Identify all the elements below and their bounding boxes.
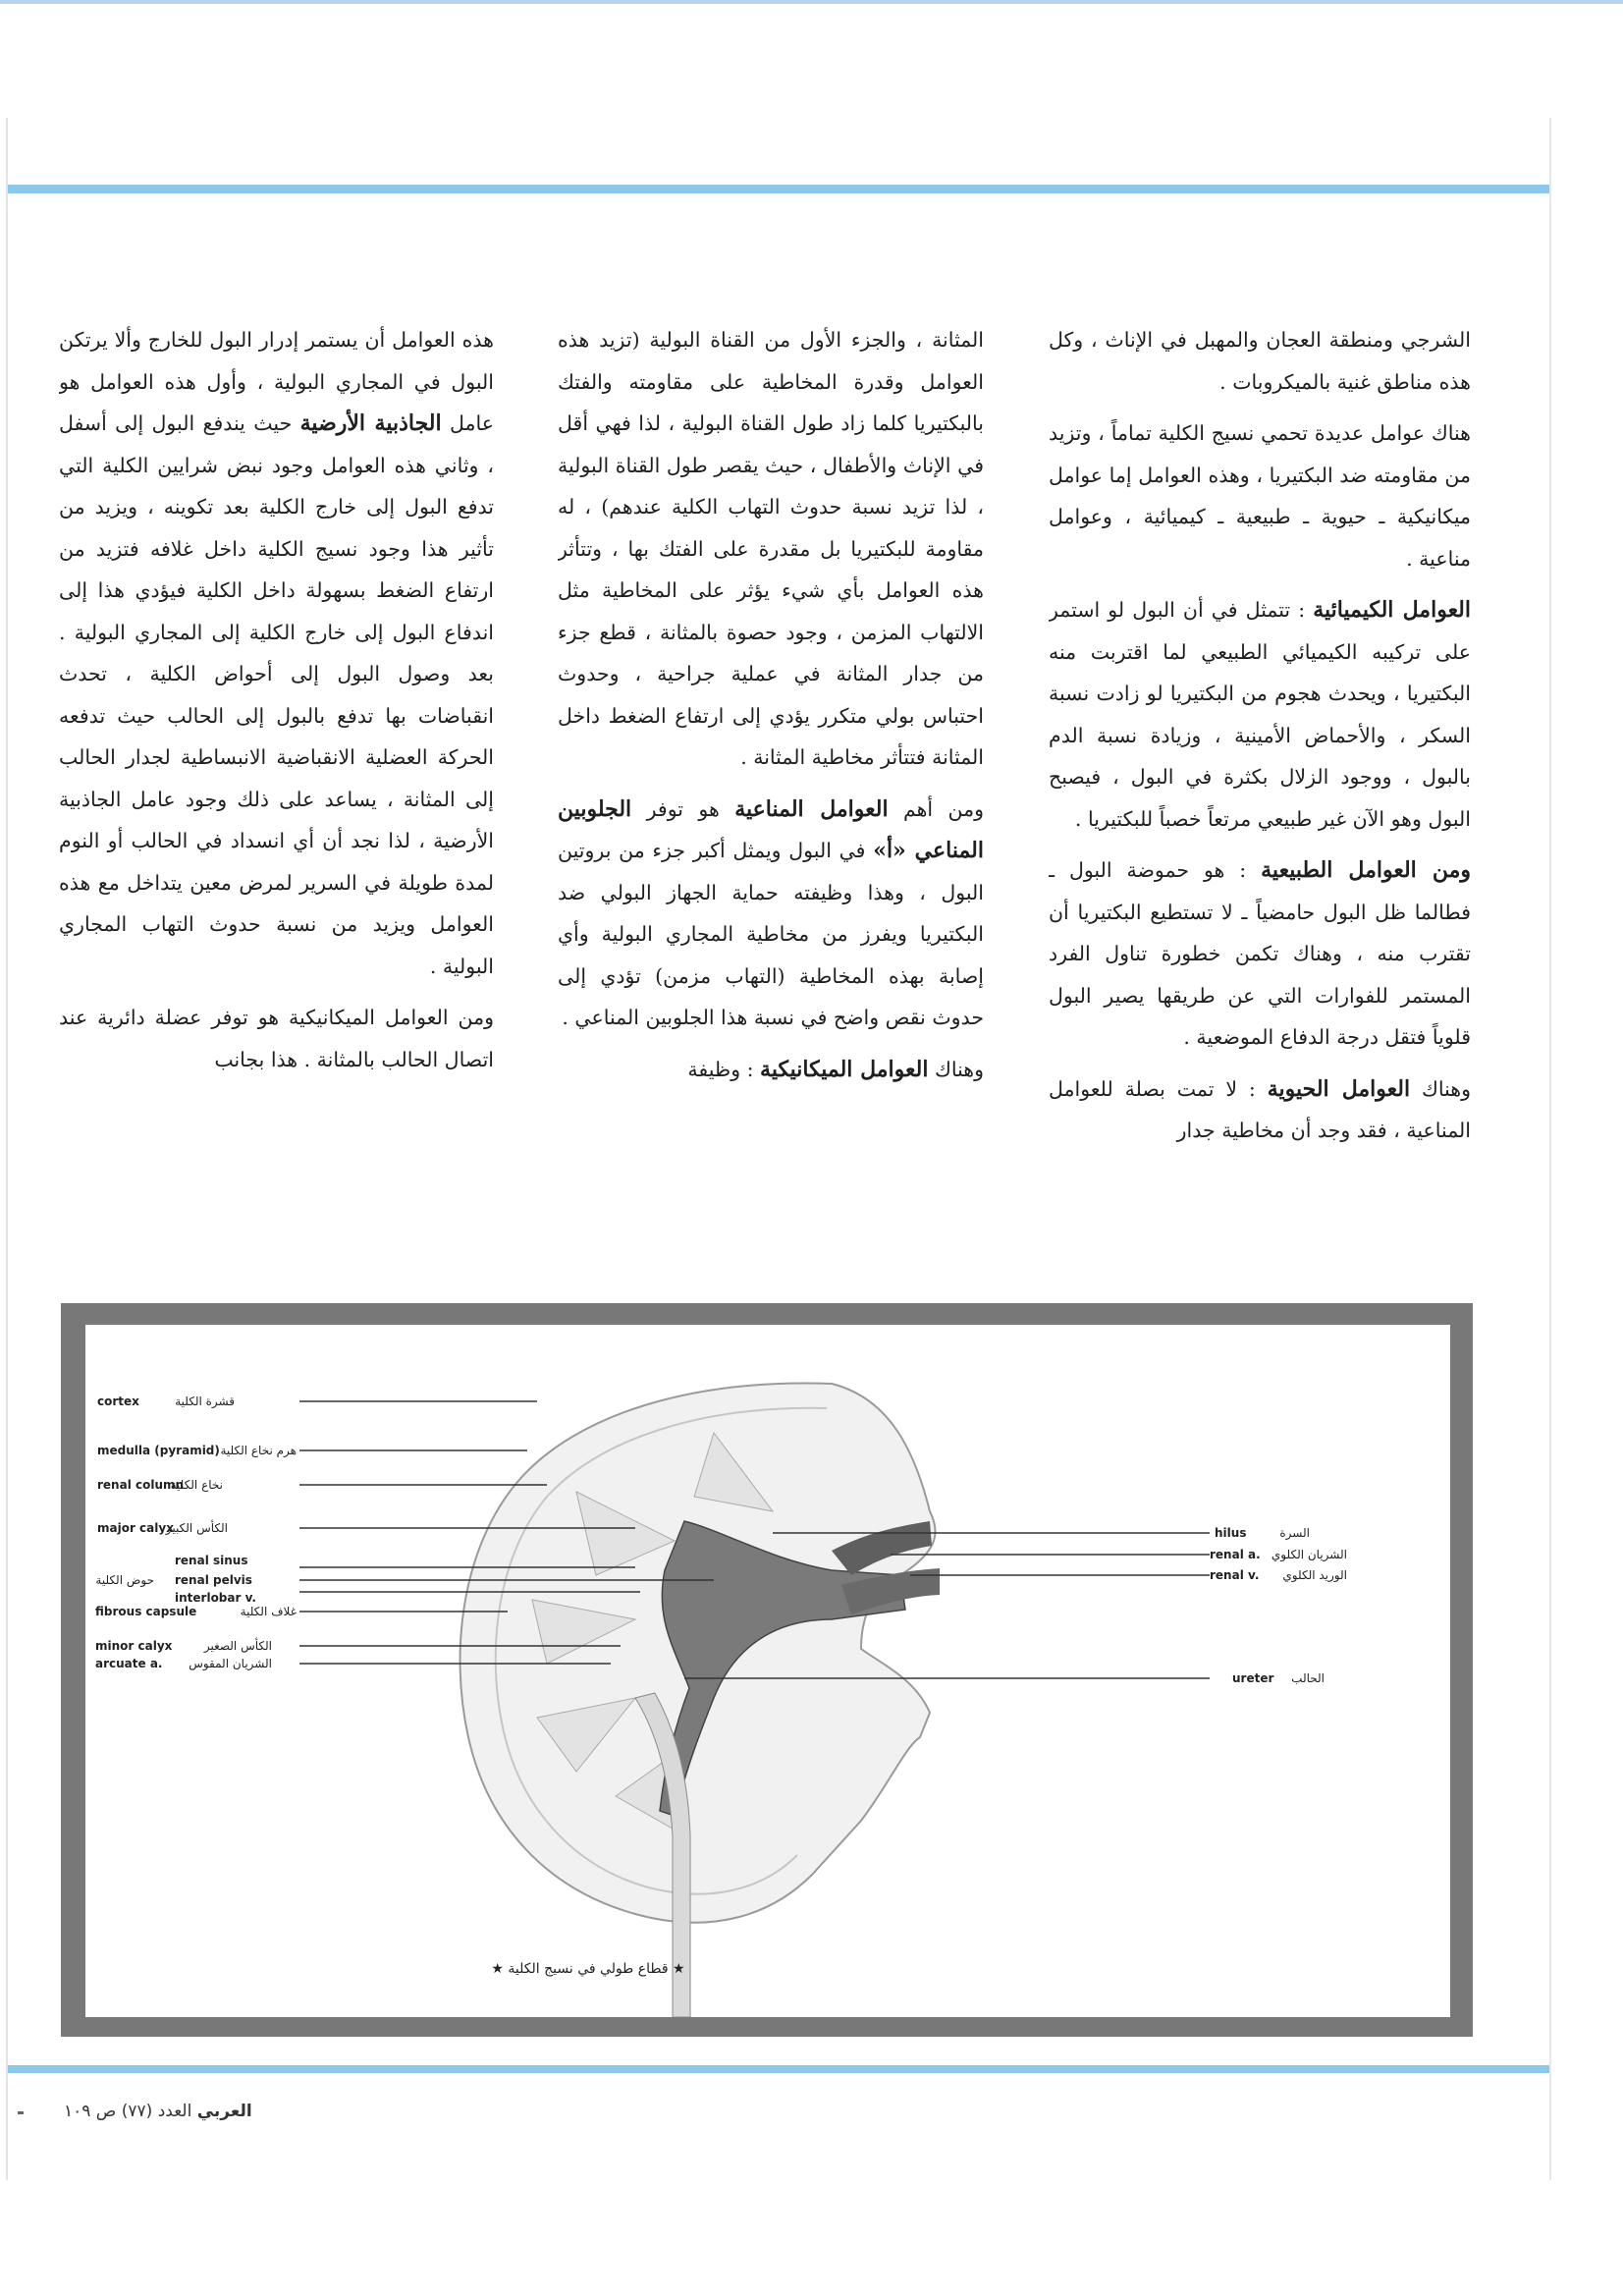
label-arcuate-ar: الشريان المقوس (189, 1657, 272, 1670)
kidney-illustration (85, 1325, 1450, 2017)
label-renal-pelvis-ar: حوض الكلية (95, 1573, 154, 1587)
paragraph (558, 1049, 984, 1091)
paragraph (1049, 412, 1471, 579)
label-cortex-ar: قشرة الكلية (175, 1394, 235, 1408)
label-renal-artery-en: renal a. (1210, 1548, 1261, 1561)
paragraph-text: حيث يندفع البول إلى أسفل ، وثاني هذه العوامل وجود نبض شرايين الكلية التي تدفع البول إلى خارج الكلية بعد تكوينه ، ويزيد من تأثير هذا وجود نسيج الكلية داخل غلافه فتزيد من ارتفاع الضغط بسهولة داخل الكلية فيؤدي هذا إلى اندفاع البول إلى خارج الكلية إلى المجاري البولية . بعد وصول البول إلى أحواض الكلية ، تحدث انقباضات بها تدفع بالبول إلى الحالب حيث تدفعه الحركة العضلية الانقباضية الانبساطية لجدار الحالب إلى المثانة ، يساعد على ذلك وجود عامل الجاذبية الأرضية ، لذا نجد أن أي انسداد في الحالب أو النوم لمدة طويلة في السرير لمرض معين يتداخل مع هذه العوامل ويزيد من نسبة حدوث التهاب المجاري البولية . (59, 411, 494, 978)
paragraph-text: : تتمثل في أن البول لو استمر على تركيبه الكيميائي الطبيعي لما اقتربت منه البكتيريا ، ويحدث هجوم من البكتيريا لو زادت نسبة السكر ، والأحماض الأمينية ، وزيادة نسبة الدم بالبول ، ووجود الزلال بكثرة في البول ، فيصبح البول وهو الآن غير طبيعي مرتعاً خصباً للبكتيريا . (1049, 598, 1471, 831)
paragraph-text: ومن العوامل الميكانيكية هو توفر عضلة دائرية عند اتصال الحالب بالمثانة . هذا بجانب (59, 1006, 494, 1071)
magazine-logo: العربي (196, 2102, 252, 2121)
paragraph (1049, 1068, 1471, 1152)
kidney-figure-frame (61, 1303, 1473, 2037)
label-major-calyx-ar: الكأس الكبير (165, 1521, 228, 1535)
section-heading: الجاذبية الأرضية (299, 410, 442, 436)
label-cortex-en: cortex (97, 1394, 139, 1408)
footer-mark (18, 2111, 24, 2114)
section-heading: ومن العوامل الطبيعية (1261, 857, 1471, 883)
figure-caption: ★ قطاع طولي في نسيج الكلية ★ (491, 1961, 685, 1977)
paragraph (59, 997, 494, 1080)
label-renal-sinus-en: renal sinus (175, 1554, 248, 1567)
section-heading: العوامل الكيميائية (1313, 597, 1471, 623)
text-column-right (1049, 319, 1471, 1257)
top-blue-band (8, 185, 1549, 193)
label-medulla-ar: هرم نخاع الكلية (220, 1444, 297, 1457)
label-medulla-en: medulla (pyramid) (97, 1444, 220, 1457)
paragraph-text: وهناك (928, 1057, 984, 1081)
text-column-middle (558, 319, 984, 1257)
section-heading: العوامل المناعية (734, 795, 889, 822)
paragraph (1049, 319, 1471, 403)
label-renal-artery-ar: الشريان الكلوي (1271, 1548, 1347, 1561)
kidney-figure (85, 1325, 1450, 2017)
label-arcuate-en: arcuate a. (95, 1657, 163, 1670)
label-interlobar-en: interlobar v. (175, 1591, 256, 1605)
top-edge-line (0, 0, 1623, 4)
label-hilus-ar: السرة (1279, 1526, 1310, 1540)
right-margin-line (1549, 118, 1551, 2180)
paragraph-text: وهناك (1410, 1076, 1471, 1101)
section-heading: الجلوبين المناعي «أ» (558, 795, 984, 863)
text-column-left (59, 319, 494, 1257)
label-minor-calyx-en: minor calyx (95, 1639, 173, 1653)
paragraph (1049, 589, 1471, 840)
label-ureter-en: ureter (1232, 1671, 1274, 1685)
label-renal-vein-ar: الوريد الكلوي (1282, 1568, 1347, 1582)
label-ureter-ar: الحالب (1291, 1671, 1325, 1685)
paragraph-text: هو توفر (631, 796, 735, 821)
label-renal-pelvis-en: renal pelvis (175, 1573, 252, 1587)
label-fibrous-capsule-ar: غلاف الكلية (240, 1605, 297, 1618)
paragraph (558, 319, 984, 779)
page-footer (64, 2102, 358, 2121)
paragraph-text: المثانة ، والجزء الأول من القناة البولية (تزيد هذه العوامل وقدرة المخاطية على مقاومته والفتك بالبكتيريا كلما زاد طول القناة البولية ، لذا فهي أقل في الإناث والأطفال ، حيث يقصر طول القناة البولية ، لذا تزيد نسبة حدوث التهاب الكلية عندهم) ، له مقاومة للبكتيريا بل مقدرة على الفتك بها ، وتتأثر هذه العوامل بأي شيء يؤثر على المخاطية مثل الالتهاب المزمن ، وجود حصوة بالمثانة ، قطع جزء من جدار المثانة في عملية جراحية ، وحدوث احتباس بولي متكرر يؤدي إلى ارتفاع الضغط داخل المثانة فتتأثر مخاطية المثانة . (558, 328, 984, 769)
label-renal-column-ar: نخاع الكلية (170, 1478, 223, 1492)
page-number: العدد (٧٧) ص ١٠٩ (64, 2102, 192, 2121)
bottom-blue-band (8, 2065, 1549, 2073)
paragraph (1049, 849, 1471, 1059)
label-minor-calyx-ar: الكأس الصغير (203, 1639, 272, 1653)
label-hilus-en: hilus (1215, 1526, 1247, 1540)
paragraph-text: في البول ويمثل أكبر جزء من بروتين البول ، وهذا وظيفته حماية الجهاز البولي ضد البكتيريا ويفرز من مخاطية المجاري البولية وأي إصابة بهذه المخاطية (التهاب مزمن) تؤدي إلى حدوث نقص واضح في نسبة هذا الجلوبين المناعي . (558, 839, 984, 1029)
paragraph-text: هناك عوامل عديدة تحمي نسيج الكلية تماماً ، وتزيد من مقاومته ضد البكتيريا ، وهذه العوامل إما عوامل ميكانيكية ـ حيوية ـ طبيعية ـ كيميائية ، وعوامل مناعية . (1049, 421, 1471, 571)
label-major-calyx-en: major calyx (97, 1521, 174, 1535)
paragraph (59, 319, 494, 987)
label-renal-vein-en: renal v. (1210, 1568, 1260, 1582)
left-label-list (95, 1394, 297, 1671)
section-heading: العوامل الحيوية (1267, 1075, 1411, 1102)
paragraph-text: ومن أهم (888, 796, 984, 821)
section-heading: العوامل الميكانيكية (760, 1056, 929, 1082)
left-margin-line (6, 118, 8, 2180)
label-renal-column-en: renal column (97, 1478, 185, 1492)
paragraph-text: : هو حموضة البول ـ فطالما ظل البول حامضياً ـ لا تستطيع البكتيريا أن تقترب منه ، وهناك تكمن خطورة تناول الفرد المستمر للفوارات التي عن طريقها يصير البول قلوياً فتقل درجة الدفاع الموضعية . (1049, 858, 1471, 1049)
paragraph-text: هذه العوامل أن يستمر إدرار البول للخارج وألا يرتكن البول في المجاري البولية ، وأول هذه العوامل هو عامل (59, 328, 494, 435)
paragraph (558, 789, 984, 1039)
paragraph-text: : لا تمت بصلة للعوامل المناعية ، فقد وجد أن مخاطية جدار (1049, 1076, 1471, 1142)
right-label-list (1210, 1526, 1347, 1685)
paragraph-text: : وظيفة (687, 1057, 761, 1081)
paragraph-text: الشرجي ومنطقة العجان والمهبل في الإناث ، وكل هذه مناطق غنية بالميكروبات . (1049, 328, 1471, 394)
label-fibrous-capsule-en: fibrous capsule (95, 1605, 197, 1618)
